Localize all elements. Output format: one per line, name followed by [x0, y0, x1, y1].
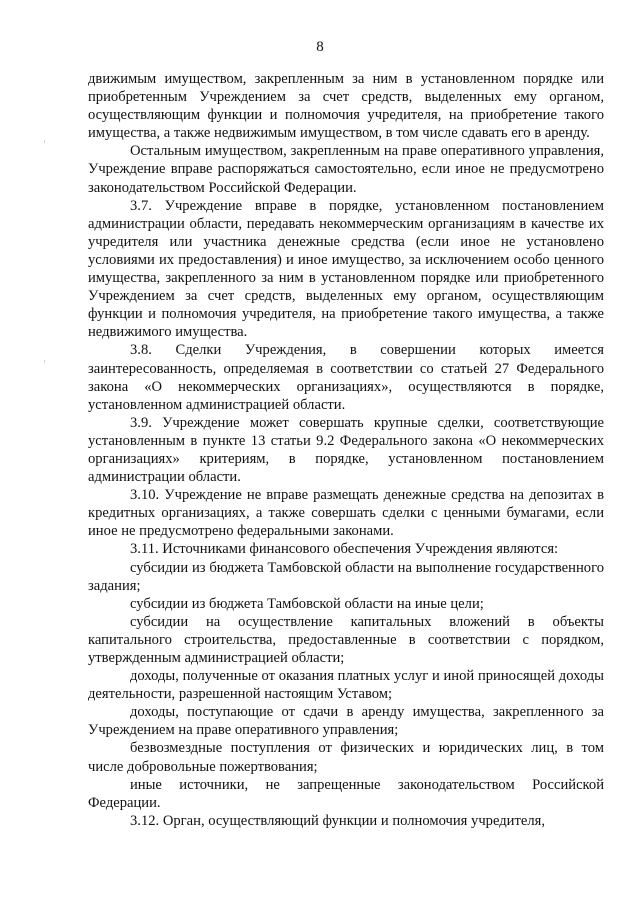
list-item-capital-investment-subsidies: субсидии на осуществление капитальных вложений в объекты капитального строительства, предоставленные в соответствии с порядком, утвержденным администрацией области; [88, 613, 604, 666]
scan-mark [44, 360, 45, 363]
list-item-donations: безвозмездные поступления от физических и юридических лиц, в том числе добровольные пожертвования; [88, 740, 604, 775]
paragraph-3-11: 3.11. Источниками финансового обеспечения Учреждения являются: [130, 541, 559, 558]
page-number: 8 [316, 39, 324, 55]
paragraph-other-property: Остальным имуществом, закрепленным на праве оперативного управления, Учреждение вправе распоряжаться самостоятельно, если иное не предусмотрено законодательством Российской Федерации. [88, 143, 604, 196]
scan-mark [44, 140, 45, 143]
list-item-other-sources: иные источники, не запрещенные законодательством Российской Федерации. [88, 776, 604, 811]
paragraph-3-10: 3.10. Учреждение не вправе размещать денежные средства на депозитах в кредитных организациях, а также совершать сделки с ценными бумагами, если иное не предусмотрено федеральными законами. [88, 487, 604, 540]
list-item-rental-income: доходы, поступающие от сдачи в аренду имущества, закрепленного за Учреждением на праве оперативного управления; [88, 704, 604, 739]
paragraph-3-8: 3.8. Сделки Учреждения, в совершении которых имеется заинтересованность, определяемая в соответствии со статьей 27 Федерального закона «О некоммерческих организациях», осуществляются в порядке, установленном администрацией области. [88, 342, 604, 413]
list-item-paid-services-income: доходы, полученные от оказания платных услуг и иной приносящей доходы деятельности, разрешенной настоящим Уставом; [88, 668, 604, 703]
paragraph-3-9: 3.9. Учреждение может совершать крупные сделки, соответствующие установленным в пункте 13 статьи 9.2 Федерального закона «О некоммерческих организациях» критериям, в порядке, установленном постановлением администрации области. [88, 414, 604, 486]
document-body [88, 70, 604, 830]
list-item-state-task-subsidies: субсидии из бюджета Тамбовской области на выполнение государственного задания; [88, 559, 604, 594]
paragraph-3-7: 3.7. Учреждение вправе в порядке, установленном постановлением администрации области, передавать некоммерческим организациям в качестве их учредителя или участника денежные средства (если иное не установлено условиями их предоставления) и иное имущество, за исключением особо ценного имущества, закрепленного за ним в установленном порядке или приобретенного Учреждением за счет средств, выделенных ему органом, осуществляющим функции и полномочия учредителя, на приобретение такого имущества, а также недвижимого имущества. [88, 197, 604, 341]
paragraph-3-12: 3.12. Орган, осуществляющий функции и полномочия учредителя, [130, 812, 545, 829]
list-item-other-purpose-subsidies: субсидии из бюджета Тамбовской области на иные цели; [130, 595, 484, 612]
paragraph-continuation: движимым имуществом, закрепленным за ним в установленном порядке или приобретенным Учреждением за счет средств, выделенных ему органом, осуществляющим функции и полномочия учредителя, на приобретение такого имущества, а также недвижимым имуществом, в том числе сдавать его в аренду. [88, 71, 604, 142]
